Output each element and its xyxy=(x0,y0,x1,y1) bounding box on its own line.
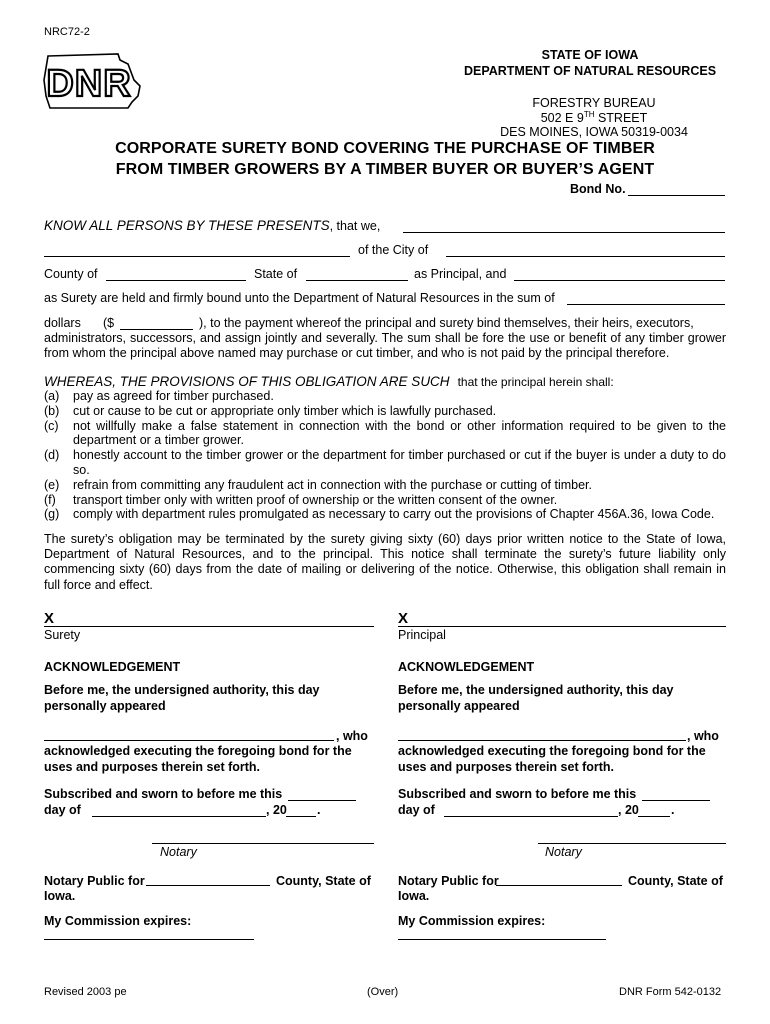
notary-public-for-right: Notary Public for xyxy=(398,874,499,888)
title-line-2: FROM TIMBER GROWERS BY A TIMBER BUYER OR BUYER’S AGENT xyxy=(115,161,655,178)
header-bureau: FORESTRY BUREAU xyxy=(532,96,656,110)
principal-label: Principal xyxy=(398,628,446,642)
form-code: NRC72-2 xyxy=(44,26,90,38)
ack-year-field-left[interactable] xyxy=(286,816,316,817)
notary-public-for-left: Notary Public for xyxy=(44,874,145,888)
ack-day-field-left[interactable] xyxy=(288,800,356,801)
county-label: County of xyxy=(44,267,98,281)
principal-signature-field[interactable] xyxy=(398,626,726,627)
ack-subscribed-left: Subscribed and sworn to before me this xyxy=(44,787,283,801)
iowa-right: Iowa. xyxy=(398,889,430,903)
dnr-logo xyxy=(40,50,150,112)
list-item: (f) transport timber only with written proof of ownership or the written consent of the owner. xyxy=(44,492,558,507)
ack-day-of-right: day of xyxy=(398,803,435,817)
iowa-dnr-logo-icon xyxy=(40,50,150,112)
provisions-list xyxy=(44,389,726,522)
sum-words-field[interactable] xyxy=(567,304,725,305)
principal-x-mark: X xyxy=(398,610,409,627)
list-item: (d) honestly account to the timber grower or the department for timber purchased or cut if the buyer is under a duty to do so. xyxy=(44,448,726,477)
county-field[interactable] xyxy=(106,280,246,281)
footer-over: (Over) xyxy=(367,986,399,998)
notary-label-right: Notary xyxy=(545,845,582,859)
ack-before-me-left: Before me, the undersigned authority, this day personally appeared xyxy=(44,683,320,713)
ack-who-right: , who xyxy=(687,729,719,743)
notary-signature-field-right[interactable] xyxy=(538,843,726,844)
ack-day-of-left: day of xyxy=(44,803,81,817)
ack-name-field-left[interactable] xyxy=(44,740,334,741)
commission-field-left[interactable] xyxy=(44,939,254,940)
ack-year-field-right[interactable] xyxy=(638,816,670,817)
party-name-field[interactable] xyxy=(403,232,725,233)
ack-subscribed-right: Subscribed and sworn to before me this xyxy=(398,787,637,801)
know-all-line: KNOW ALL PERSONS BY THESE PRESENTS, that we, xyxy=(44,218,381,233)
state-field[interactable] xyxy=(306,280,408,281)
list-item: (g) comply with department rules promulgated as necessary to carry out the provisions of Chapter 456A.36, Iowa Code. xyxy=(44,507,715,522)
header-street: 502 E 9TH STREET xyxy=(540,110,648,126)
county-state-right: County, State of xyxy=(628,874,723,888)
ack-acknowledged-left: acknowledged executing the foregoing bond for the uses and purposes therein set forth. xyxy=(44,744,352,774)
as-principal-label: as Principal, and xyxy=(414,267,507,281)
ack-period-right: . xyxy=(671,803,675,817)
dollar-open: ($ xyxy=(103,316,115,330)
termination-paragraph: The surety’s obligation may be terminated by the surety giving sixty (60) days prior written notice to the State of Iowa, Department of Natural Resources, and to the principal. This notice shall terminate the surety’s future liability only commencing sixty (60) days from the date of mailing or delivering of the notice. Otherwise, this obligation shall remain in full force and effect. xyxy=(44,532,726,592)
as-surety-text: as Surety are held and firmly bound unto the Department of Natural Resources in the sum of xyxy=(44,291,555,305)
surety-x-mark: X xyxy=(44,610,55,627)
list-item: (a) pay as agreed for timber purchased. xyxy=(44,389,274,403)
footer-revised: Revised 2003 pe xyxy=(44,986,127,998)
notary-signature-field-left[interactable] xyxy=(152,843,374,844)
ack-name-field-right[interactable] xyxy=(398,740,686,741)
list-item: (c) not willfully make a false statement in connection with the bond or other information required to be given to the department or a timber grower. xyxy=(44,418,726,448)
header-state: STATE OF IOWA xyxy=(541,48,639,62)
ack-before-me-right: Before me, the undersigned authority, this day personally appeared xyxy=(398,683,674,713)
ack-comma20-left: , 20 xyxy=(266,803,287,817)
commission-field-right[interactable] xyxy=(398,939,606,940)
header-city: DES MOINES, IOWA 50319-0034 xyxy=(500,125,688,139)
commission-left: My Commission expires: xyxy=(44,914,192,928)
whereas-line: WHEREAS, THE PROVISIONS OF THIS OBLIGATION ARE SUCH that the principal herein shall: xyxy=(44,374,614,389)
ack-who-left: , who xyxy=(336,729,368,743)
footer-form-no: DNR Form 542-0132 xyxy=(619,986,722,998)
commission-right: My Commission expires: xyxy=(398,914,546,928)
bond-no-field[interactable] xyxy=(628,195,725,196)
of-city-label: of the City of xyxy=(358,243,429,257)
ack-period-left: . xyxy=(317,803,321,817)
surety-signature-field[interactable] xyxy=(44,626,374,627)
ack-heading-left: ACKNOWLEDGEMENT xyxy=(44,660,181,674)
bond-no-label: Bond No. xyxy=(570,182,626,196)
iowa-left: Iowa. xyxy=(44,889,76,903)
title-line-1: CORPORATE SURETY BOND COVERING THE PURCHASE OF TIMBER xyxy=(115,140,655,157)
header-department: DEPARTMENT OF NATURAL RESOURCES xyxy=(463,64,717,78)
bond-continuation: administrators, successors, and assign jointly and severally. The sum shall be fore the use or benefit of any timber grower from whom the principal above named may purchase or cut timber, and who is not paid by the principal therefore. xyxy=(44,331,726,361)
notary-county-field-left[interactable] xyxy=(146,885,270,886)
surety-name-field[interactable] xyxy=(514,280,725,281)
county-state-left: County, State of xyxy=(276,874,371,888)
list-item: (e) refrain from committing any fraudulent act in connection with the purchase or cutting of timber. xyxy=(44,477,593,492)
list-item: (b) cut or cause to be cut or appropriate only timber which is lawfully purchased. xyxy=(44,403,497,418)
logo-text: DNR xyxy=(46,63,132,105)
notary-county-field-right[interactable] xyxy=(496,885,622,886)
ack-month-field-left[interactable] xyxy=(92,816,266,817)
ack-heading-right: ACKNOWLEDGEMENT xyxy=(398,660,535,674)
dollars-label: dollars xyxy=(44,316,81,330)
ack-comma20-right: , 20 xyxy=(618,803,639,817)
ack-acknowledged-right: acknowledged executing the foregoing bond for the uses and purposes therein set forth. xyxy=(398,744,706,774)
ack-day-field-right[interactable] xyxy=(642,800,710,801)
dollar-close-text: ), to the payment whereof the principal and surety bind themselves, their heirs, executors, xyxy=(199,316,694,330)
sum-amount-field[interactable] xyxy=(120,329,193,330)
city-field[interactable] xyxy=(446,256,725,257)
state-label: State of xyxy=(254,267,298,281)
notary-label-left: Notary xyxy=(160,845,197,859)
party-name-cont-field[interactable] xyxy=(44,256,350,257)
surety-label: Surety xyxy=(44,628,81,642)
ack-month-field-right[interactable] xyxy=(444,816,618,817)
